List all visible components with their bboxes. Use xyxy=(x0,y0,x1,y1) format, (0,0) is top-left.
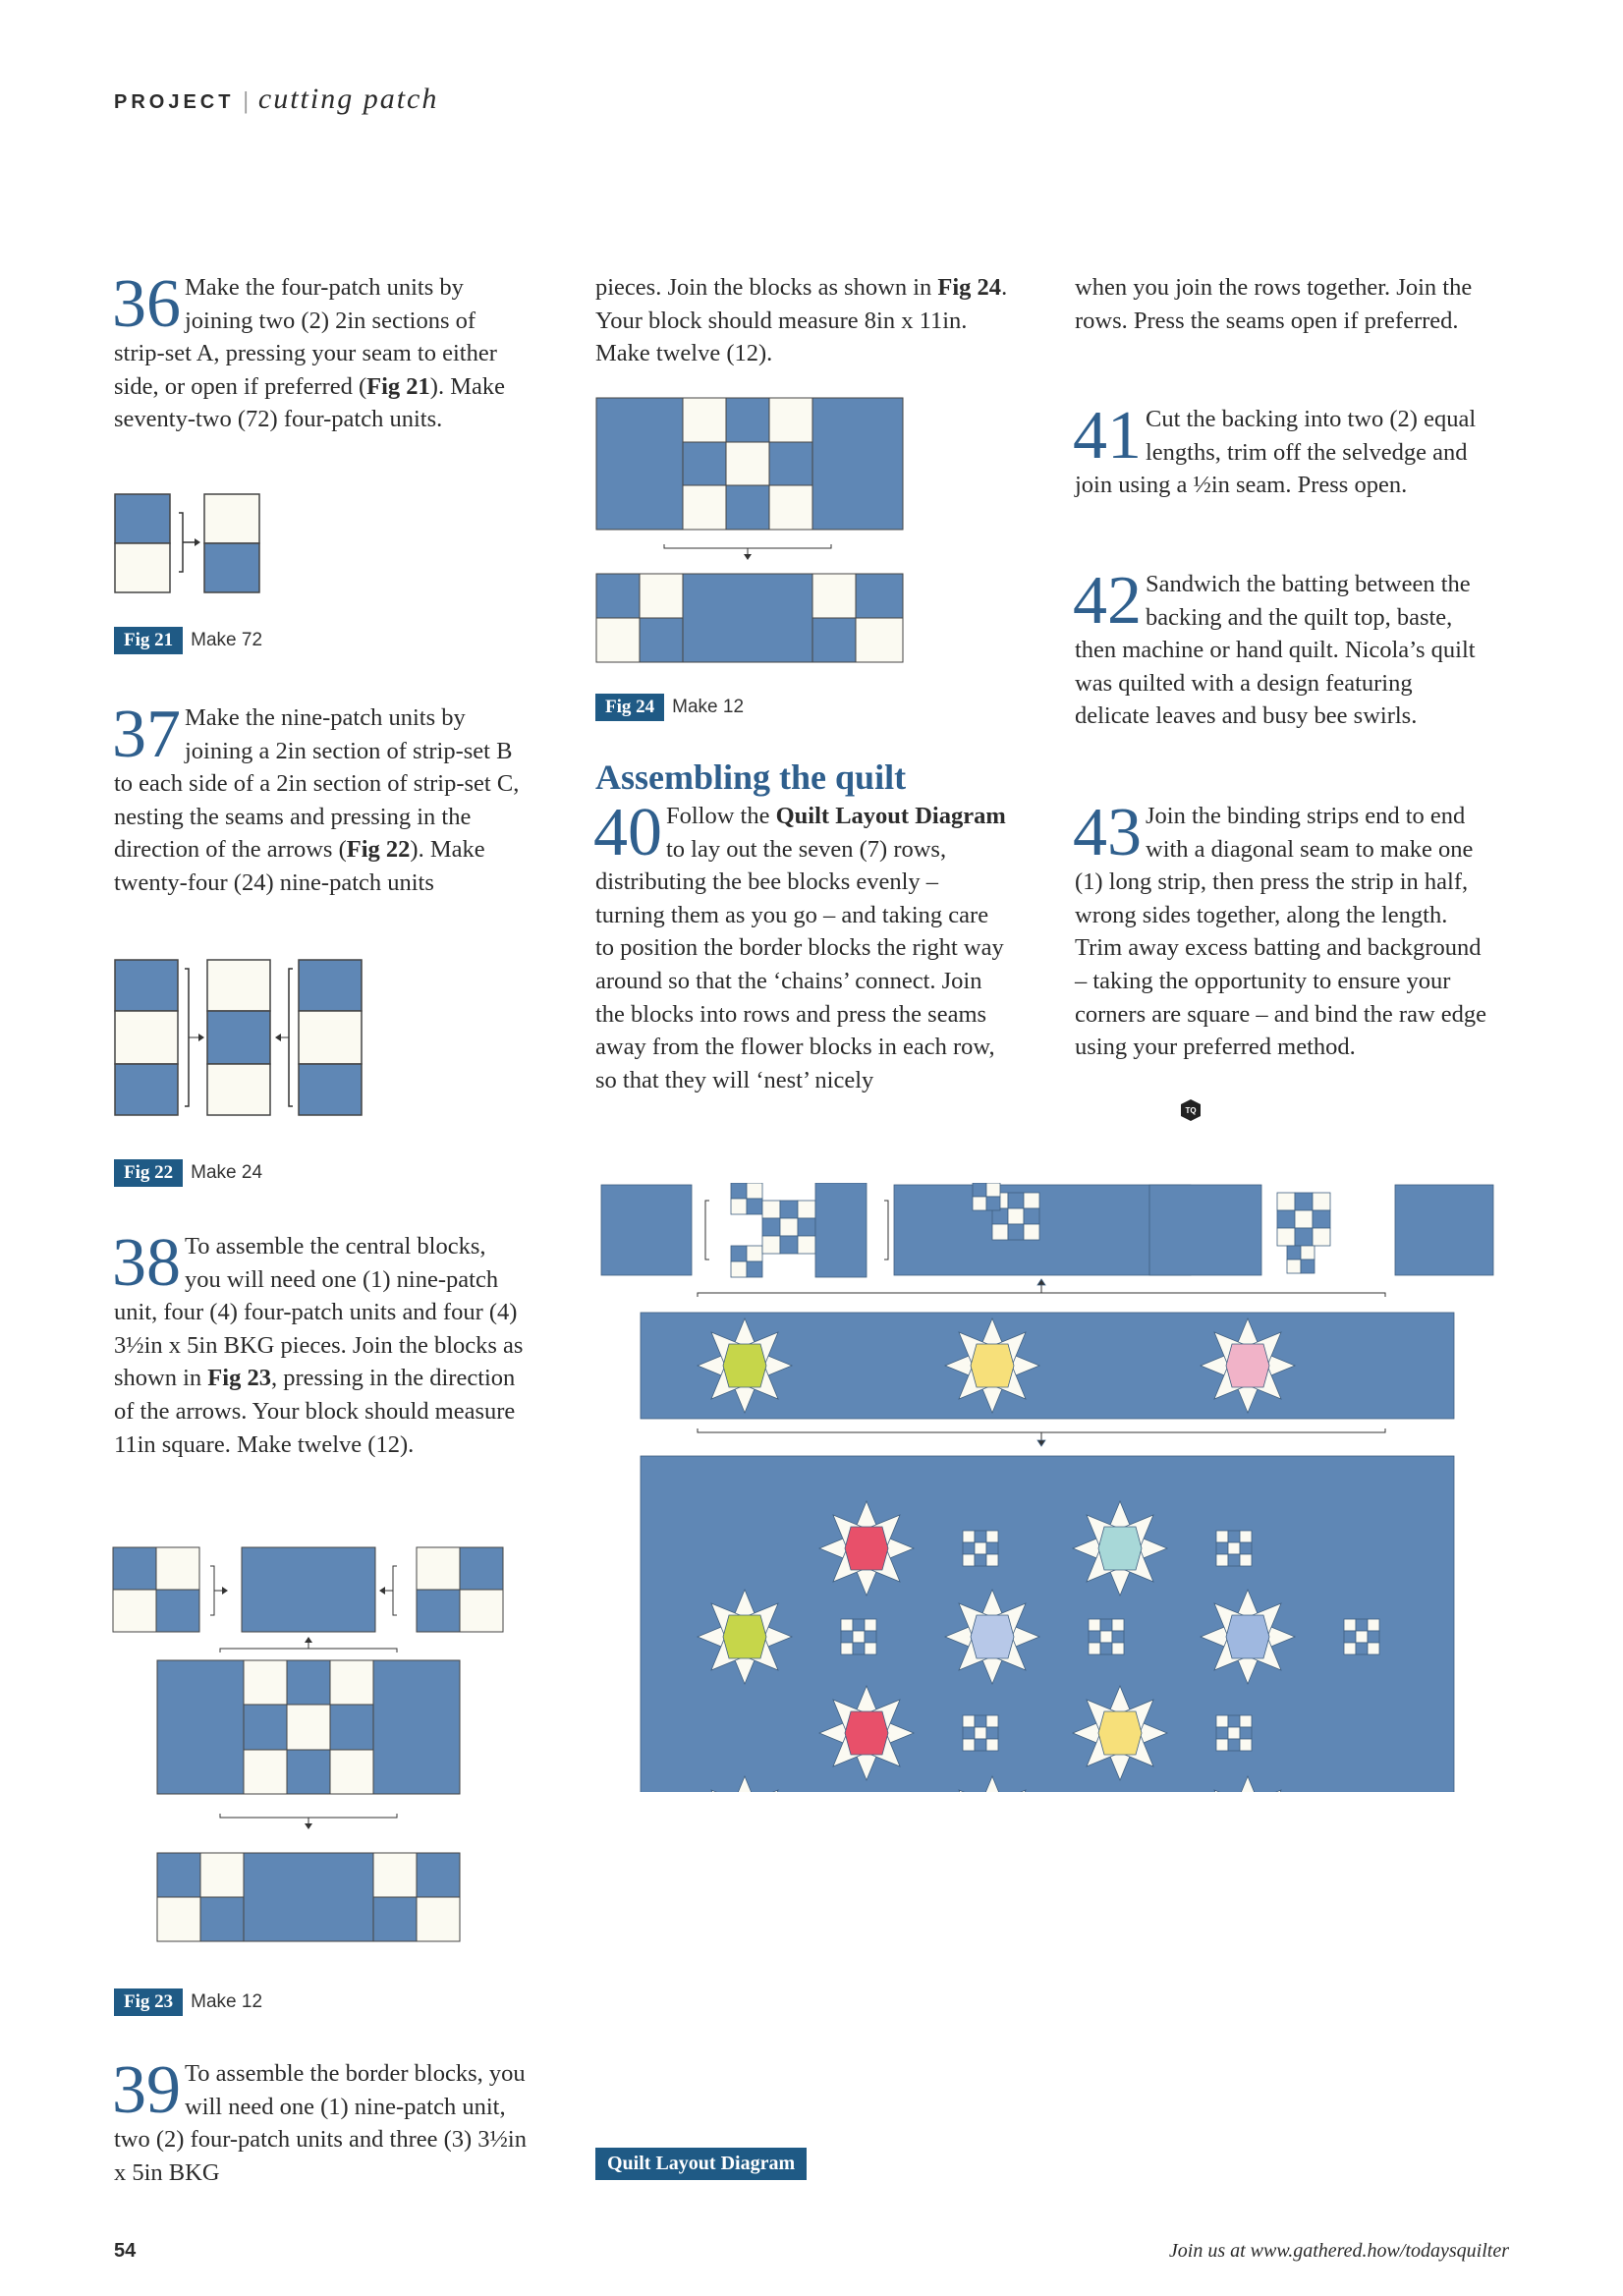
nine-patch-square xyxy=(1240,1739,1252,1751)
nine-patch-square xyxy=(963,1531,975,1542)
step-number: 39 xyxy=(112,2052,181,2128)
step-text: Follow the Quilt Layout Diagram to lay out the seven (7) rows, distributing the bee blocks evenly – turning them as you go – and taking care to position the border blocks the right way around so that the ‘chains’ connect. Join the blocks into rows and press the seams away from the flower blocks in each row, so that they will ‘nest’ nicely xyxy=(595,803,1006,1093)
fig24-caption xyxy=(595,694,744,721)
nine-patch-square xyxy=(841,1631,853,1643)
step-text: Join the binding strips end to end with a diagonal seam to make one (1) long strip, then press the strip in half, wrong sides together, along the length. Trim away excess batting and background – taking the opportunity to ensure your corners are square – and bind the raw edge using your preferred method. xyxy=(1075,803,1487,1061)
fig22-diagram xyxy=(114,959,364,1118)
step-number: 37 xyxy=(112,697,181,772)
four-patch-square xyxy=(731,1261,747,1277)
step-number: 36 xyxy=(112,266,181,342)
nine-patch-square xyxy=(1344,1631,1356,1643)
nine-patch-square xyxy=(1368,1643,1379,1654)
join-arrow xyxy=(698,1285,1385,1297)
border-plain-block xyxy=(1395,1185,1493,1275)
nine-patch-square xyxy=(865,1619,876,1631)
border-plain-block xyxy=(601,1185,692,1275)
nine-patch-square xyxy=(798,1236,815,1254)
flower-center xyxy=(845,1711,888,1755)
step-number: 40 xyxy=(593,795,662,870)
four-patch-square xyxy=(1287,1260,1301,1273)
step-text: Sandwich the batting between the backing and the quilt top, baste, then machine or hand quilt. Nicola’s quilt was quilted with a design featuring delicate leaves and busy bee swirls. xyxy=(1075,571,1476,730)
nine-patch-square xyxy=(853,1643,865,1654)
step-41 xyxy=(1073,398,1487,502)
nine-patch-square xyxy=(1240,1531,1252,1542)
step-text: Cut the backing into two (2) equal lengths, trim off the selvedge and join using a ½in seam. Press open. xyxy=(1075,406,1477,499)
nine-patch-square xyxy=(1240,1542,1252,1554)
fig21-diagram xyxy=(114,493,261,595)
fig-tag: Fig 21 xyxy=(114,627,183,654)
article-title: cutting patch xyxy=(257,83,439,115)
nine-patch-square xyxy=(975,1715,986,1727)
nine-patch-square xyxy=(1277,1210,1295,1228)
fig-label: Make 24 xyxy=(191,1162,263,1183)
fig-tag: Quilt Layout Diagram xyxy=(595,2148,807,2180)
step-number: 43 xyxy=(1073,795,1142,870)
nine-patch-square xyxy=(1008,1193,1024,1208)
nine-patch-square xyxy=(1024,1224,1039,1240)
step-38 xyxy=(112,1225,527,1461)
quilt-layout-caption xyxy=(595,2148,807,2180)
step-text: Make the nine-patch units by joining a 2in section of strip-set B to each side of a 2in section of strip-set C, nesting the seams and pressing in the direction of the arrows (Fig 22). Make twenty-four (24) nine-patch units xyxy=(114,704,520,896)
nine-patch-square xyxy=(1240,1554,1252,1566)
nine-patch-square xyxy=(1112,1631,1124,1643)
nine-patch-square xyxy=(1089,1619,1100,1631)
nine-patch-square xyxy=(975,1739,986,1751)
nine-patch-square xyxy=(865,1643,876,1654)
four-patch-square xyxy=(1301,1246,1315,1260)
nine-patch-square xyxy=(986,1715,998,1727)
nine-patch-square xyxy=(963,1542,975,1554)
flower-center xyxy=(723,1344,766,1387)
nine-patch-square xyxy=(1216,1739,1228,1751)
nine-patch-square xyxy=(1024,1193,1039,1208)
flower-center xyxy=(1226,1344,1269,1387)
step-text: To assemble the central blocks, you will need one (1) nine-patch unit, four (4) four-patch units and four (4) 3½in x 5in BKG pieces. Join the blocks as shown in Fig 23, pressing in the direction of the arrows. Your block should measure 11in square. Make twelve (12). xyxy=(114,1233,524,1458)
nine-patch-square xyxy=(1228,1715,1240,1727)
nine-patch-square xyxy=(1112,1619,1124,1631)
nine-patch-square xyxy=(853,1619,865,1631)
nine-patch-square xyxy=(986,1531,998,1542)
running-header xyxy=(114,83,438,116)
four-patch-square xyxy=(747,1261,762,1277)
fig21-caption xyxy=(114,627,262,654)
nine-patch-square xyxy=(1240,1727,1252,1739)
step-40-continued xyxy=(1075,271,1487,337)
nine-patch-square xyxy=(1313,1228,1330,1246)
nine-patch-square xyxy=(1228,1554,1240,1566)
nine-patch-square xyxy=(780,1236,798,1254)
step-number: 41 xyxy=(1073,398,1142,474)
nine-patch-square xyxy=(1277,1228,1295,1246)
nine-patch-square xyxy=(1008,1208,1024,1224)
step-43 xyxy=(1073,795,1487,1064)
flower-center xyxy=(1226,1615,1269,1658)
four-patch-square xyxy=(731,1199,747,1214)
arrow-head xyxy=(1037,1440,1045,1446)
step-39 xyxy=(112,2052,527,2189)
quilt-main xyxy=(641,1313,1454,1792)
nine-patch-square xyxy=(975,1727,986,1739)
nine-patch-square xyxy=(865,1631,876,1643)
nine-patch-square xyxy=(1216,1727,1228,1739)
nine-patch-square xyxy=(1295,1228,1313,1246)
nine-patch-square xyxy=(1356,1631,1368,1643)
fig24-diagram xyxy=(595,397,906,664)
fig-tag: Fig 23 xyxy=(114,1988,183,2016)
border-row-detail xyxy=(601,1183,1493,1297)
flower-center xyxy=(1098,1527,1142,1570)
nine-patch-square xyxy=(1100,1643,1112,1654)
nine-patch-square xyxy=(1112,1643,1124,1654)
nine-patch-square xyxy=(1089,1643,1100,1654)
nine-patch-square xyxy=(1100,1619,1112,1631)
step-37 xyxy=(112,697,527,900)
nine-patch-square xyxy=(963,1739,975,1751)
step-42 xyxy=(1073,563,1487,733)
nine-patch-square xyxy=(1313,1193,1330,1210)
flower-center xyxy=(971,1615,1014,1658)
nine-patch-square xyxy=(986,1542,998,1554)
nine-patch-square xyxy=(1089,1631,1100,1643)
flower-center xyxy=(971,1344,1014,1387)
step-text: Make the four-patch units by joining two (2) 2in sections of strip-set A, pressing your seam to either side, or open if preferred (Fig 21). Make seventy-two (72) four-patch units. xyxy=(114,274,505,433)
join-arrow xyxy=(698,1428,1385,1440)
four-patch-square xyxy=(1287,1246,1301,1260)
fig-tag: Fig 24 xyxy=(595,694,664,721)
four-patch-square xyxy=(747,1246,762,1261)
fig-label: Make 72 xyxy=(191,630,263,650)
nine-patch-square xyxy=(841,1619,853,1631)
footer-link: Join us at www.gathered.how/todaysquilter xyxy=(1168,2240,1509,2262)
fig22-caption xyxy=(114,1159,262,1187)
nine-patch-square xyxy=(986,1554,998,1566)
nine-patch-square xyxy=(1228,1727,1240,1739)
four-patch-square xyxy=(986,1197,1000,1210)
nine-patch-square xyxy=(762,1218,780,1236)
nine-patch-square xyxy=(1344,1619,1356,1631)
four-patch-square xyxy=(731,1183,747,1199)
nine-patch-square xyxy=(975,1554,986,1566)
step-number: 38 xyxy=(112,1225,181,1301)
step-36 xyxy=(112,266,527,436)
nine-patch-square xyxy=(1368,1619,1379,1631)
nine-patch-square xyxy=(1024,1208,1039,1224)
nine-patch-square xyxy=(1228,1531,1240,1542)
nine-patch-square xyxy=(841,1643,853,1654)
page-number: 54 xyxy=(114,2240,137,2262)
end-mark-icon xyxy=(1179,1098,1203,1122)
four-patch-square xyxy=(1301,1260,1315,1273)
nine-patch-square xyxy=(975,1542,986,1554)
nine-patch-square xyxy=(762,1236,780,1254)
nine-patch-square xyxy=(1100,1631,1112,1643)
four-patch-square xyxy=(747,1183,762,1199)
nine-patch-square xyxy=(798,1218,815,1236)
assembling-section xyxy=(595,756,1028,798)
nine-patch-square xyxy=(1228,1739,1240,1751)
nine-patch-square xyxy=(986,1727,998,1739)
nine-patch-square xyxy=(963,1554,975,1566)
four-patch-square xyxy=(973,1183,986,1197)
nine-patch-square xyxy=(1295,1210,1313,1228)
step-40 xyxy=(593,795,1008,1096)
fig23-caption xyxy=(114,1988,262,2016)
section-label: PROJECT xyxy=(114,91,235,113)
four-patch-square xyxy=(731,1246,747,1261)
nine-patch-square xyxy=(853,1631,865,1643)
nine-patch-square xyxy=(1356,1619,1368,1631)
nine-patch-square xyxy=(780,1218,798,1236)
step-text: pieces. Join the blocks as shown in Fig 24. Your block should measure 8in x 11in. Make twelve (12). xyxy=(595,274,1008,367)
nine-patch-square xyxy=(992,1224,1008,1240)
fig23-diagram xyxy=(112,1546,507,1949)
flower-center xyxy=(723,1615,766,1658)
nine-patch-square xyxy=(798,1201,815,1218)
nine-patch-square xyxy=(1277,1193,1295,1210)
nine-patch-square xyxy=(1228,1542,1240,1554)
nine-patch-square xyxy=(1295,1193,1313,1210)
four-patch-square xyxy=(986,1183,1000,1197)
border-plain-block xyxy=(1149,1185,1261,1275)
nine-patch-square xyxy=(1313,1210,1330,1228)
four-patch-square xyxy=(973,1197,986,1210)
fig-label: Make 12 xyxy=(672,697,745,717)
nine-patch-square xyxy=(1216,1554,1228,1566)
nine-patch-square xyxy=(963,1727,975,1739)
section-heading: Assembling the quilt xyxy=(595,757,907,797)
nine-patch-square xyxy=(1344,1643,1356,1654)
step-39-continued xyxy=(595,271,1008,370)
step-number: 42 xyxy=(1073,563,1142,639)
quilt-layout-diagram xyxy=(599,1183,1495,1792)
flower-center xyxy=(1098,1711,1142,1755)
fig-tag: Fig 22 xyxy=(114,1159,183,1187)
header-separator: | xyxy=(242,89,251,114)
border-filler xyxy=(815,1183,867,1277)
end-mark-text: TQ xyxy=(1185,1106,1197,1115)
nine-patch-square xyxy=(762,1201,780,1218)
nine-patch-square xyxy=(1240,1715,1252,1727)
four-patch-square xyxy=(747,1199,762,1214)
nine-patch-square xyxy=(780,1201,798,1218)
step-text: when you join the rows together. Join the rows. Press the seams open if preferred. xyxy=(1075,274,1473,334)
nine-patch-square xyxy=(992,1208,1008,1224)
nine-patch-square xyxy=(1216,1531,1228,1542)
nine-patch-square xyxy=(975,1531,986,1542)
fig-label: Make 12 xyxy=(191,1991,263,2012)
nine-patch-square xyxy=(1008,1224,1024,1240)
nine-patch-square xyxy=(963,1715,975,1727)
step-text: To assemble the border blocks, you will need one (1) nine-patch unit, two (2) four-patch units and three (3) 3½in x 5in BKG xyxy=(114,2060,527,2186)
flower-center xyxy=(845,1527,888,1570)
nine-patch-square xyxy=(1216,1542,1228,1554)
nine-patch-square xyxy=(1368,1631,1379,1643)
arrow-head xyxy=(1037,1279,1045,1285)
nine-patch-square xyxy=(1216,1715,1228,1727)
nine-patch-square xyxy=(1356,1643,1368,1654)
border-center-strip xyxy=(894,1185,1191,1275)
nine-patch-square xyxy=(986,1739,998,1751)
